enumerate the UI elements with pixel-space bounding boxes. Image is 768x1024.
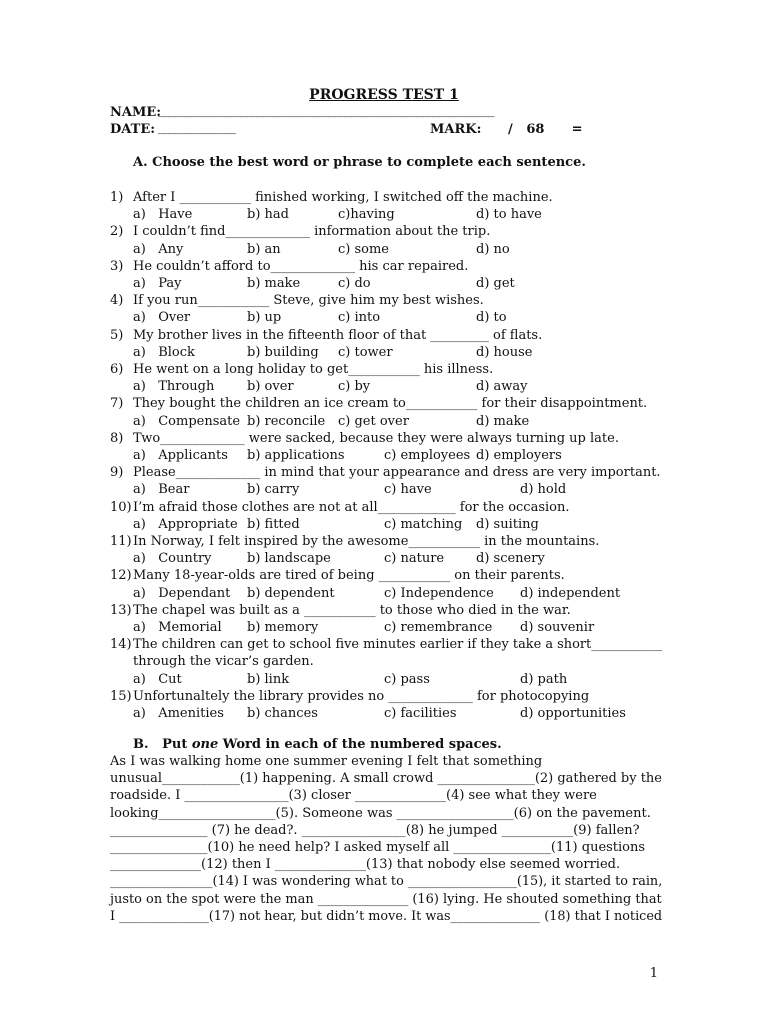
answer-option: a) Cut xyxy=(133,671,182,687)
question-number: 1) xyxy=(110,190,124,205)
answer-option: a) Through xyxy=(133,379,215,395)
answer-option: a) Dependant xyxy=(133,585,231,601)
answer-option: c) matching xyxy=(384,516,463,532)
question-text: Many 18-year-olds are tired of being ___________ on their parents. xyxy=(133,568,565,584)
answer-option: b) make xyxy=(247,276,301,291)
section-b-heading-post: Word in each of the numbered spaces. xyxy=(218,737,502,752)
question-text: If you run___________ Steve, give him my best wishes. xyxy=(133,293,484,309)
answer-option: b) fitted xyxy=(247,516,300,532)
mark-value: / 68 = xyxy=(508,122,583,137)
answer-option: a) Appropriate xyxy=(133,516,238,532)
question-number: 7) xyxy=(110,396,124,412)
answer-option: d) opportunities xyxy=(520,706,626,721)
answer-option: c) do xyxy=(338,276,371,291)
question-text: They bought the children an ice cream to___________ for their disappointment. xyxy=(133,396,648,412)
answer-option: c) get over xyxy=(338,413,409,429)
answer-option: d) house xyxy=(476,344,533,360)
question-text: The chapel was built as a ___________ to those who died in the war. xyxy=(133,602,571,618)
name-label: NAME: xyxy=(110,105,162,120)
question-number: 11) xyxy=(110,534,132,549)
answer-option: c) nature xyxy=(384,551,445,567)
answer-option: b) link xyxy=(247,671,290,687)
answer-option: d) souvenir xyxy=(520,620,595,635)
answer-option: c) Independence xyxy=(384,585,494,601)
name-line: _____________________________________________________________ xyxy=(158,103,494,118)
question-text: My brother lives in the fifteenth floor of that _________ of flats. xyxy=(133,327,543,343)
paragraph-line: _______________(10) he need help? I asked myself all _______________(11) questions xyxy=(110,840,646,855)
answer-option: b) landscape xyxy=(247,551,331,567)
question-number: 3) xyxy=(110,258,124,274)
answer-option: b) over xyxy=(247,379,294,395)
answer-option: d) employers xyxy=(476,448,562,463)
paragraph-line: As I was walking home one summer evening I felt that something xyxy=(110,754,543,769)
question-text: Please_____________ in mind that your appearance and dress are very important. xyxy=(133,465,661,481)
mark-label: MARK: xyxy=(430,122,482,137)
answer-option: a) Applicants xyxy=(133,448,228,463)
answer-option: d) path xyxy=(520,671,568,687)
answer-option: d) to xyxy=(476,310,507,326)
paragraph-line: looking__________________(5). Someone was __________________(6) on the pavement. xyxy=(110,805,651,821)
answer-option: a) Over xyxy=(133,310,191,326)
answer-option: a) Any xyxy=(133,241,184,257)
answer-option: c) by xyxy=(338,379,371,395)
answer-option: d) away xyxy=(476,379,528,395)
question-number: 14) xyxy=(110,637,132,653)
question-number: 8) xyxy=(110,430,124,446)
answer-option: b) dependent xyxy=(247,585,335,601)
section-b-heading-pre: B. Put xyxy=(133,737,192,752)
answer-option: d) hold xyxy=(520,482,567,498)
question-text: He couldn’t afford to_____________ his car repaired. xyxy=(133,258,469,274)
answer-option: b) an xyxy=(247,241,281,257)
answer-option: a) Country xyxy=(133,551,212,567)
question-text: The children can get to school five minutes earlier if they take a short___________ xyxy=(133,637,663,653)
answer-option: b) building xyxy=(247,344,319,360)
answer-option: b) had xyxy=(247,207,289,223)
answer-option: b) carry xyxy=(247,482,300,498)
question-number: 5) xyxy=(110,327,124,343)
paragraph-line: unusual____________(1) happening. A small crowd _______________(2) gathered by the xyxy=(110,771,662,787)
answer-option: d) get xyxy=(476,276,515,291)
answer-option: b) applications xyxy=(247,448,345,463)
question-text: After I ___________ finished working, I switched off the machine. xyxy=(133,190,553,205)
answer-option: a) Pay xyxy=(133,276,182,291)
paragraph-line: roadside. I ________________(3) closer ______________(4) see what they were xyxy=(110,788,597,804)
answer-option: d) to have xyxy=(476,207,542,223)
answer-option: c) facilities xyxy=(384,706,457,721)
section-b-heading-em: one xyxy=(191,737,219,752)
answer-option: a) Compensate xyxy=(133,413,241,429)
answer-option: b) reconcile xyxy=(247,413,326,429)
question-number: 10) xyxy=(110,499,132,515)
answer-option: a) Block xyxy=(133,344,195,360)
question-number: 4) xyxy=(110,293,124,309)
answer-option: c) remembrance xyxy=(384,620,493,635)
question-number: 12) xyxy=(110,568,132,584)
answer-option: c)having xyxy=(338,207,395,223)
question-text: I’m afraid those clothes are not at all____________ for the occasion. xyxy=(133,499,570,515)
answer-option: d) no xyxy=(476,241,510,257)
answer-option: d) independent xyxy=(520,585,621,601)
question-text: Two_____________ were sacked, because they were always turning up late. xyxy=(133,430,619,446)
answer-option: d) make xyxy=(476,413,530,429)
paragraph-line: I ______________(17) not hear, but didn’t move. It was______________ (18) that I noticed xyxy=(110,908,663,924)
answer-option: a) Amenities xyxy=(133,706,224,721)
question-text: I couldn’t find_____________ information about the trip. xyxy=(133,224,491,240)
question-number: 9) xyxy=(110,465,124,481)
question-text: In Norway, I felt inspired by the awesome___________ in the mountains. xyxy=(133,534,600,549)
answer-option: a) Have xyxy=(133,207,193,223)
answer-option: c) into xyxy=(338,310,381,326)
paragraph-line: ______________(12) then I ______________(13) that nobody else seemed worried. xyxy=(110,857,621,873)
answer-option: c) tower xyxy=(338,344,393,360)
answer-option: a) Bear xyxy=(133,482,190,498)
answer-option: c) some xyxy=(338,241,390,257)
page-number: 1 xyxy=(649,966,658,981)
question-text: He went on a long holiday to get___________ his illness. xyxy=(133,362,494,377)
answer-option: c) have xyxy=(384,482,432,498)
answer-option: a) Memorial xyxy=(133,620,222,635)
section-a-heading: A. Choose the best word or phrase to complete each sentence. xyxy=(133,155,586,170)
answer-option: b) up xyxy=(247,310,282,326)
paragraph-line: ________________(14) I was wondering what to _________________(15), it started to rain, xyxy=(110,874,663,890)
page-title: PROGRESS TEST 1 xyxy=(309,87,459,103)
paragraph-line: justo on the spot were the man ______________ (16) lying. He shouted something that xyxy=(110,891,662,907)
paragraph-line: _______________ (7) he dead?. ________________(8) he jumped ___________(9) fallen? xyxy=(110,822,640,838)
answer-option: d) scenery xyxy=(476,551,545,567)
question-number: 6) xyxy=(110,362,124,377)
section-b-heading xyxy=(133,736,502,753)
question-number: 2) xyxy=(110,224,124,240)
answer-option: c) pass xyxy=(384,671,430,687)
answer-option: b) memory xyxy=(247,620,319,635)
date-line: ______________ xyxy=(158,120,235,135)
answer-option: d) suiting xyxy=(476,516,539,532)
question-number: 15) xyxy=(110,688,132,704)
question-text: Unfortunaltely the library provides no _____________ for photocopying xyxy=(133,688,590,704)
date-label: DATE: xyxy=(110,122,156,137)
question-text-continued: through the vicar’s garden. xyxy=(133,654,314,670)
answer-option: b) chances xyxy=(247,706,318,721)
answer-option: c) employees xyxy=(384,448,471,463)
question-number: 13) xyxy=(110,602,132,618)
